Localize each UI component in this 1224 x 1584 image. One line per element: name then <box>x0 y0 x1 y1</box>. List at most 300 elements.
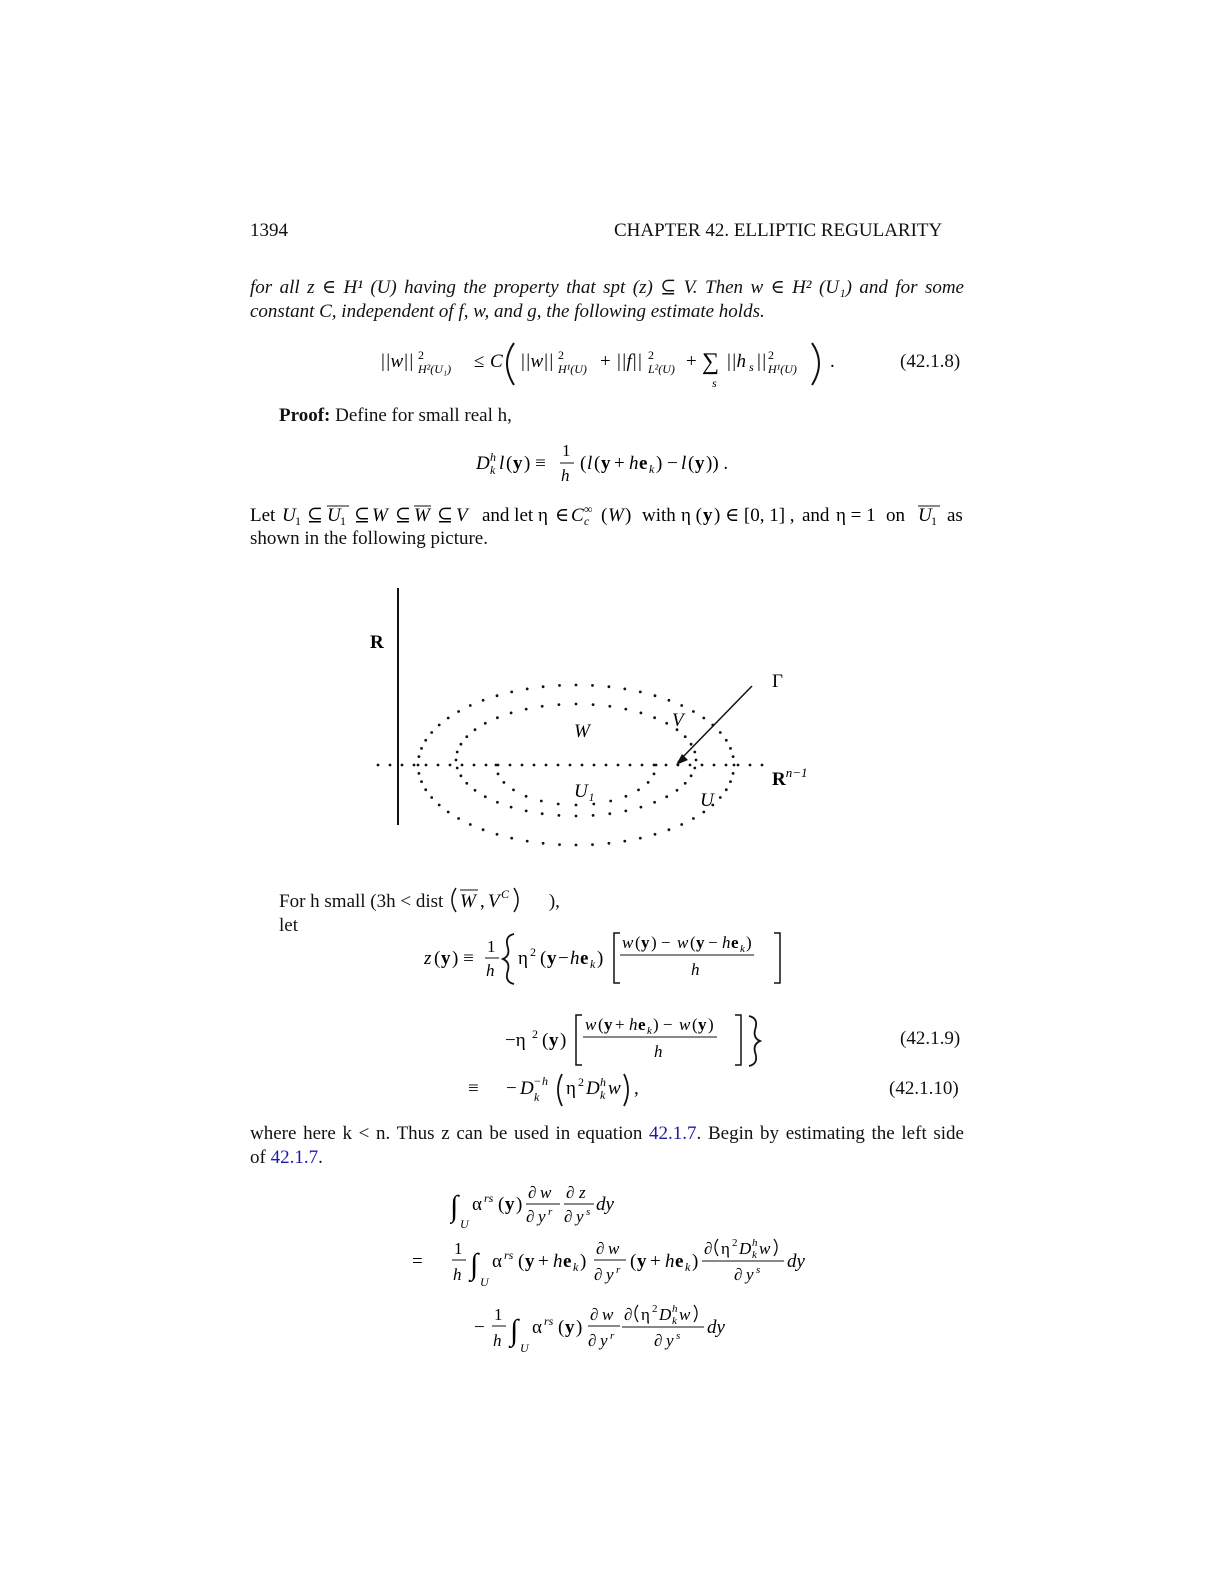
svg-text:y: y <box>601 453 611 474</box>
svg-text:)) .: )) . <box>706 453 729 474</box>
equation-42-1-8-render <box>380 335 840 390</box>
svg-text:||: || <box>756 351 767 372</box>
svg-text:dy: dy <box>787 1251 805 1272</box>
let-line-1-render <box>250 503 964 527</box>
svg-text:(: ( <box>630 1251 637 1272</box>
svg-text:2: 2 <box>418 348 424 362</box>
svg-text:k: k <box>649 462 655 476</box>
svg-text:(: ( <box>540 948 547 969</box>
svg-text:2: 2 <box>732 1237 738 1249</box>
svg-text:2: 2 <box>648 348 654 362</box>
label-Rn1: $R^{n-1}$ <box>772 765 808 790</box>
gamma-arrow <box>678 686 752 762</box>
svg-text:h: h <box>722 933 731 952</box>
middle-ellipse-dot <box>484 795 487 798</box>
svg-text:W: W <box>414 505 430 526</box>
inner-ellipse-dot <box>512 789 515 792</box>
outer-ellipse-dot <box>654 694 657 697</box>
middle-ellipse-dot <box>558 703 561 706</box>
svg-text:h: h <box>629 453 639 474</box>
outer-ellipse-dot <box>719 796 722 799</box>
outer-ellipse-dot <box>623 688 626 691</box>
outer-ellipse-dot <box>608 685 611 688</box>
outer-ellipse-dot <box>438 804 441 807</box>
svg-text:y: y <box>600 1331 608 1350</box>
svg-text:∂: ∂ <box>588 1331 597 1350</box>
svg-text:≡: ≡ <box>468 1078 479 1099</box>
middle-ellipse-dot <box>465 782 468 785</box>
outer-ellipse-dot <box>420 780 423 783</box>
svg-text:η (: η ( <box>681 505 703 526</box>
for-h-small-line <box>279 886 579 936</box>
middle-ellipse-dot <box>455 759 458 762</box>
svg-text:H²(U₁): H²(U₁) <box>418 362 452 376</box>
svg-text:−: − <box>474 1317 485 1338</box>
svg-text:(: ( <box>558 1317 565 1338</box>
svg-text:C: C <box>501 887 510 901</box>
svg-text:as: as <box>947 505 963 526</box>
svg-text:y: y <box>746 1265 754 1284</box>
middle-ellipse-dot <box>575 703 578 706</box>
svg-text:−η: −η <box>505 1030 526 1051</box>
axis-dot <box>689 764 692 767</box>
middle-ellipse-dot <box>695 759 698 762</box>
svg-text:e: e <box>638 1015 646 1034</box>
svg-text:+: + <box>600 351 611 372</box>
where-here-line-2 <box>250 1146 323 1170</box>
middle-ellipse-dot <box>640 712 643 715</box>
svg-text:(: ( <box>594 453 601 474</box>
where-here-line2-suffix: . <box>318 1147 323 1168</box>
svg-text:h: h <box>752 1237 758 1249</box>
svg-text:2: 2 <box>652 1303 658 1315</box>
axis-dot <box>509 764 512 767</box>
axis-dot <box>377 764 380 767</box>
dist-argument <box>448 886 544 914</box>
svg-text:k: k <box>573 1260 579 1274</box>
svg-text:s: s <box>676 1330 681 1342</box>
svg-text:∂: ∂ <box>528 1183 537 1202</box>
middle-ellipse-dot <box>608 812 611 815</box>
svg-text:,: , <box>480 891 485 912</box>
svg-text:D: D <box>520 1078 534 1099</box>
middle-ellipse-dot <box>510 712 513 715</box>
middle-ellipse-dot <box>465 735 468 738</box>
svg-text:∂: ∂ <box>734 1265 743 1284</box>
svg-text:with: with <box>642 505 676 526</box>
inner-ellipse-dot <box>525 795 528 798</box>
proof-label: Proof: <box>279 405 331 426</box>
svg-text:k: k <box>740 943 745 955</box>
outer-ellipse-dot <box>469 704 472 707</box>
svg-text:1: 1 <box>562 441 571 460</box>
middle-ellipse-dot <box>484 722 487 725</box>
svg-text:U: U <box>918 505 932 526</box>
axis-dot <box>413 764 416 767</box>
svg-text:y: y <box>549 1030 559 1051</box>
middle-ellipse-dot <box>693 751 696 754</box>
svg-text:2: 2 <box>558 348 564 362</box>
outer-ellipse-dot <box>639 837 642 840</box>
svg-text:y: y <box>637 1251 647 1272</box>
outer-ellipse-dot <box>725 739 728 742</box>
svg-text:⊆: ⊆ <box>307 505 323 526</box>
outer-ellipse-dot <box>680 823 683 826</box>
axis-dot <box>641 764 644 767</box>
middle-ellipse-dot <box>496 801 499 804</box>
integral-line-2-render <box>412 1234 832 1294</box>
svg-text:L²(U): L²(U) <box>648 362 675 376</box>
svg-text:l: l <box>681 453 687 474</box>
svg-text:k: k <box>600 1088 606 1102</box>
where-here-suffix: . Begin by estimating the left side <box>696 1123 964 1144</box>
outer-ellipse-dot <box>430 731 433 734</box>
outer-ellipse-dot <box>542 685 545 688</box>
svg-text:h: h <box>486 961 495 980</box>
svg-text:D: D <box>659 1305 672 1324</box>
integral-line-3 <box>474 1300 774 1360</box>
outer-ellipse-dot <box>733 764 736 767</box>
svg-text:h: h <box>654 1042 663 1061</box>
axis-dot <box>581 764 584 767</box>
middle-ellipse-dot <box>684 735 687 738</box>
svg-text:||f||: ||f|| <box>616 351 643 372</box>
axis-dot <box>437 764 440 767</box>
svg-text:): ) <box>560 1030 567 1051</box>
svg-text:w: w <box>602 1305 614 1324</box>
axis-dot <box>701 764 704 767</box>
let-line-2: shown in the following picture. <box>250 528 488 549</box>
svg-text:on: on <box>886 505 905 526</box>
outer-ellipse-dot <box>680 704 683 707</box>
middle-ellipse-dot <box>525 708 528 711</box>
svg-text:∫: ∫ <box>470 1248 479 1281</box>
svg-text:): ) <box>580 1251 587 1272</box>
svg-text:D: D <box>739 1239 752 1258</box>
svg-text:∂: ∂ <box>590 1305 599 1324</box>
proof-intro-text: Define for small real h, <box>335 405 512 426</box>
integral-line-1-render <box>450 1178 650 1234</box>
axis-dot <box>749 764 752 767</box>
outer-ellipse-dot <box>575 684 578 687</box>
svg-text:∞: ∞ <box>584 503 593 516</box>
svg-text:y: y <box>525 1251 535 1272</box>
svg-text:dy: dy <box>707 1317 725 1338</box>
svg-text:(: ( <box>601 505 608 526</box>
svg-text:): ) <box>625 505 632 526</box>
outer-ellipse-dot <box>558 684 561 687</box>
middle-ellipse-dot <box>510 806 513 809</box>
svg-text:s: s <box>749 360 754 374</box>
svg-text:h: h <box>453 1265 462 1284</box>
middle-ellipse-dot <box>690 774 693 777</box>
middle-ellipse-dot <box>640 806 643 809</box>
svg-text:+: + <box>650 1251 661 1272</box>
middle-ellipse-dot <box>608 705 611 708</box>
svg-text:h: h <box>561 466 570 485</box>
difference-quotient-equation <box>476 438 746 488</box>
svg-text:∫: ∫ <box>510 1314 519 1347</box>
svg-text:w: w <box>759 1239 771 1258</box>
outer-ellipse-dot <box>420 747 423 750</box>
svg-text:1: 1 <box>340 514 346 527</box>
outer-ellipse-dot <box>719 731 722 734</box>
outer-ellipse-dot <box>510 837 513 840</box>
page-number: 1394 <box>250 220 288 241</box>
svg-text:∈: ∈ <box>555 505 570 526</box>
eq-42-1-9-line-2-render <box>505 1010 775 1070</box>
svg-text:y: y <box>505 1194 515 1215</box>
svg-text:η: η <box>518 948 528 969</box>
outer-ellipse-dot <box>591 843 594 846</box>
equation-ref-42-1-7-second[interactable]: 42.1.7 <box>270 1147 319 1168</box>
outer-ellipse-dot <box>447 717 450 720</box>
outer-ellipse-dot <box>482 828 485 831</box>
svg-text:∂: ∂ <box>624 1305 633 1324</box>
svg-text:V: V <box>456 505 468 526</box>
middle-ellipse-dot <box>676 789 679 792</box>
svg-text:(: ( <box>498 1194 505 1215</box>
svg-text:∂: ∂ <box>526 1207 535 1226</box>
figure-svg <box>360 580 830 860</box>
svg-text:e: e <box>563 1251 572 1272</box>
theorem-line-1: for all z ∈ H¹ (U) having the property that spt (z) ⊆ V. Then w ∈ H² (U₁) and for some <box>250 277 964 298</box>
equation-number-42-1-8: (42.1.8) <box>900 351 961 372</box>
svg-text:⊆: ⊆ <box>437 505 453 526</box>
svg-text:w: w <box>679 1015 691 1034</box>
svg-text:C: C <box>571 505 584 526</box>
label-V: V <box>672 710 684 731</box>
svg-text:l: l <box>499 453 505 474</box>
outer-ellipse-dot <box>668 699 671 702</box>
theorem-line-2: constant C, independent of f, w, and g, the following estimate holds. <box>250 301 765 322</box>
svg-text:U: U <box>520 1341 529 1355</box>
middle-ellipse-dot <box>592 703 595 706</box>
axis-dot <box>713 764 716 767</box>
svg-text:≤: ≤ <box>474 351 485 372</box>
svg-text:1: 1 <box>931 514 937 527</box>
svg-text:U: U <box>460 1217 469 1231</box>
svg-text:k: k <box>752 1249 757 1261</box>
svg-text:H¹(U): H¹(U) <box>558 362 587 376</box>
svg-text:s: s <box>756 1264 761 1276</box>
svg-text:rs: rs <box>484 1191 494 1205</box>
inner-ellipse-dot <box>497 773 500 776</box>
svg-text:1: 1 <box>494 1305 503 1324</box>
svg-text:U: U <box>327 505 341 526</box>
axis-dot <box>569 764 572 767</box>
outer-ellipse-dot <box>668 828 671 831</box>
svg-text:=: = <box>412 1251 423 1272</box>
svg-text:y: y <box>565 1317 575 1338</box>
inner-ellipse-dot <box>653 773 656 776</box>
svg-text:k: k <box>685 1260 691 1274</box>
middle-ellipse-dot <box>575 815 578 818</box>
svg-text:2: 2 <box>532 1027 538 1041</box>
svg-text:Let: Let <box>250 505 276 526</box>
outer-ellipse-dot <box>729 747 732 750</box>
outer-ellipse-dot <box>692 817 695 820</box>
axis-dot <box>461 764 464 767</box>
svg-text:s: s <box>586 1206 591 1218</box>
middle-ellipse-dot <box>456 767 459 770</box>
outer-ellipse-dot <box>457 817 460 820</box>
svg-text:∑: ∑ <box>702 349 720 375</box>
outer-ellipse-dot <box>424 739 427 742</box>
outer-ellipse-dot <box>469 823 472 826</box>
outer-ellipse-dot <box>639 691 642 694</box>
outer-ellipse-dot <box>430 796 433 799</box>
equation-42-1-9-line-1 <box>424 928 794 988</box>
middle-ellipse-dot <box>558 814 561 817</box>
outer-ellipse-dot <box>438 724 441 727</box>
dotted-curves <box>377 684 764 847</box>
svg-text:) −: ) − <box>651 933 671 952</box>
svg-text:y: y <box>441 948 451 969</box>
svg-text:): ) <box>576 1317 583 1338</box>
outer-ellipse-dot <box>732 755 735 758</box>
svg-text:k: k <box>672 1315 677 1327</box>
svg-text:−: − <box>506 1078 517 1099</box>
svg-text:.: . <box>830 351 835 372</box>
svg-text:y: y <box>696 933 705 952</box>
outer-ellipse-dot <box>457 710 460 713</box>
svg-text:U: U <box>282 505 296 526</box>
middle-ellipse-dot <box>525 810 528 813</box>
outer-ellipse-dot <box>732 772 735 775</box>
svg-text:∂: ∂ <box>564 1207 573 1226</box>
svg-text:w: w <box>540 1183 552 1202</box>
middle-ellipse-dot <box>690 743 693 746</box>
svg-text:2: 2 <box>578 1075 584 1089</box>
equation-number-42-1-10: (42.1.10) <box>889 1078 959 1099</box>
svg-text:||w||: ||w|| <box>380 351 414 372</box>
svg-text:η: η <box>641 1305 650 1324</box>
svg-text:∂: ∂ <box>566 1183 575 1202</box>
outer-ellipse-dot <box>496 694 499 697</box>
outer-ellipse-dot <box>424 788 427 791</box>
middle-ellipse-dot <box>693 767 696 770</box>
svg-text:(: ( <box>580 453 587 474</box>
svg-text:h: h <box>570 948 580 969</box>
svg-text:+: + <box>615 1015 625 1034</box>
svg-text:h: h <box>490 450 496 464</box>
svg-text:h: h <box>542 1074 548 1088</box>
equation-number-42-1-9: (42.1.9) <box>900 1028 961 1049</box>
axis-dot <box>545 764 548 767</box>
equation-ref-42-1-7[interactable]: 42.1.7 <box>649 1123 697 1144</box>
svg-text:e: e <box>639 453 648 474</box>
inner-ellipse-dot <box>647 781 650 784</box>
svg-text:) −: ) − <box>656 453 678 474</box>
svg-text:and let: and let <box>482 505 534 526</box>
svg-text:α: α <box>472 1194 482 1215</box>
middle-ellipse-dot <box>665 795 668 798</box>
svg-text:c: c <box>584 514 590 527</box>
outer-ellipse-dot <box>447 811 450 814</box>
middle-ellipse-dot <box>684 782 687 785</box>
svg-text:) ∈ [0, 1] ,: ) ∈ [0, 1] , <box>714 505 795 526</box>
inner-ellipse-dot <box>540 800 543 803</box>
svg-text:(: ( <box>688 453 695 474</box>
svg-text:W: W <box>372 505 388 526</box>
svg-text:α: α <box>492 1251 502 1272</box>
svg-text:−: − <box>534 1074 541 1088</box>
outer-ellipse-dot <box>510 691 513 694</box>
svg-text:r: r <box>610 1330 615 1342</box>
svg-text:and: and <box>802 505 830 526</box>
svg-text:2: 2 <box>530 945 536 959</box>
label-R: R <box>370 632 384 653</box>
svg-text:y: y <box>576 1207 584 1226</box>
svg-text:): ) <box>516 1194 523 1215</box>
svg-text:h: h <box>691 960 700 979</box>
svg-text:η = 1: η = 1 <box>836 505 876 526</box>
svg-text:h: h <box>600 1075 606 1089</box>
middle-ellipse-dot <box>665 722 668 725</box>
svg-text:h: h <box>672 1303 678 1315</box>
svg-text:r: r <box>548 1206 553 1218</box>
middle-ellipse-dot <box>460 774 463 777</box>
svg-text:(: ( <box>598 1015 604 1034</box>
middle-ellipse-dot <box>624 810 627 813</box>
label-U: U <box>700 790 714 811</box>
where-here-line2-prefix: of <box>250 1147 266 1168</box>
inner-ellipse-dot <box>557 803 560 806</box>
outer-ellipse-dot <box>702 717 705 720</box>
svg-text:(: ( <box>506 453 513 474</box>
svg-text:): ) <box>692 1251 699 1272</box>
svg-text:w: w <box>679 1305 691 1324</box>
outer-ellipse-dot <box>558 843 561 846</box>
svg-text:) −: ) − <box>653 1015 673 1034</box>
svg-text:(: ( <box>635 933 641 952</box>
svg-text:(: ( <box>692 1015 698 1034</box>
svg-text:rs: rs <box>504 1248 514 1262</box>
svg-text:η: η <box>566 1078 576 1099</box>
svg-text:∂: ∂ <box>596 1239 605 1258</box>
svg-text:(: ( <box>434 948 441 969</box>
svg-text:y: y <box>547 948 557 969</box>
svg-text:W: W <box>460 891 476 912</box>
label-U1: U₁ <box>574 781 595 802</box>
svg-text:α: α <box>532 1317 542 1338</box>
svg-text:k: k <box>534 1090 540 1104</box>
svg-text:k: k <box>590 957 596 971</box>
outer-ellipse-dot <box>417 764 420 767</box>
equation-42-1-10 <box>468 1068 668 1112</box>
outer-ellipse-dot <box>418 772 421 775</box>
outer-ellipse-dot <box>496 833 499 836</box>
outer-ellipse-dot <box>591 684 594 687</box>
svg-text:z: z <box>579 1183 586 1202</box>
svg-text:1: 1 <box>295 514 301 527</box>
outer-ellipse-dot <box>542 842 545 845</box>
outer-ellipse-dot <box>702 811 705 814</box>
svg-text:V: V <box>488 891 500 912</box>
svg-text:U: U <box>480 1275 489 1289</box>
svg-text:h: h <box>493 1331 502 1350</box>
svg-text:D: D <box>476 453 490 474</box>
axis-dot <box>617 764 620 767</box>
axis-dot <box>593 764 596 767</box>
inner-ellipse-dot <box>625 795 628 798</box>
figure-domains <box>360 580 830 860</box>
for-h-small-suffix: ), let <box>279 891 560 936</box>
svg-text:∂: ∂ <box>594 1265 603 1284</box>
axis-dot <box>473 764 476 767</box>
eq-42-1-9-line-1-render <box>424 928 794 988</box>
